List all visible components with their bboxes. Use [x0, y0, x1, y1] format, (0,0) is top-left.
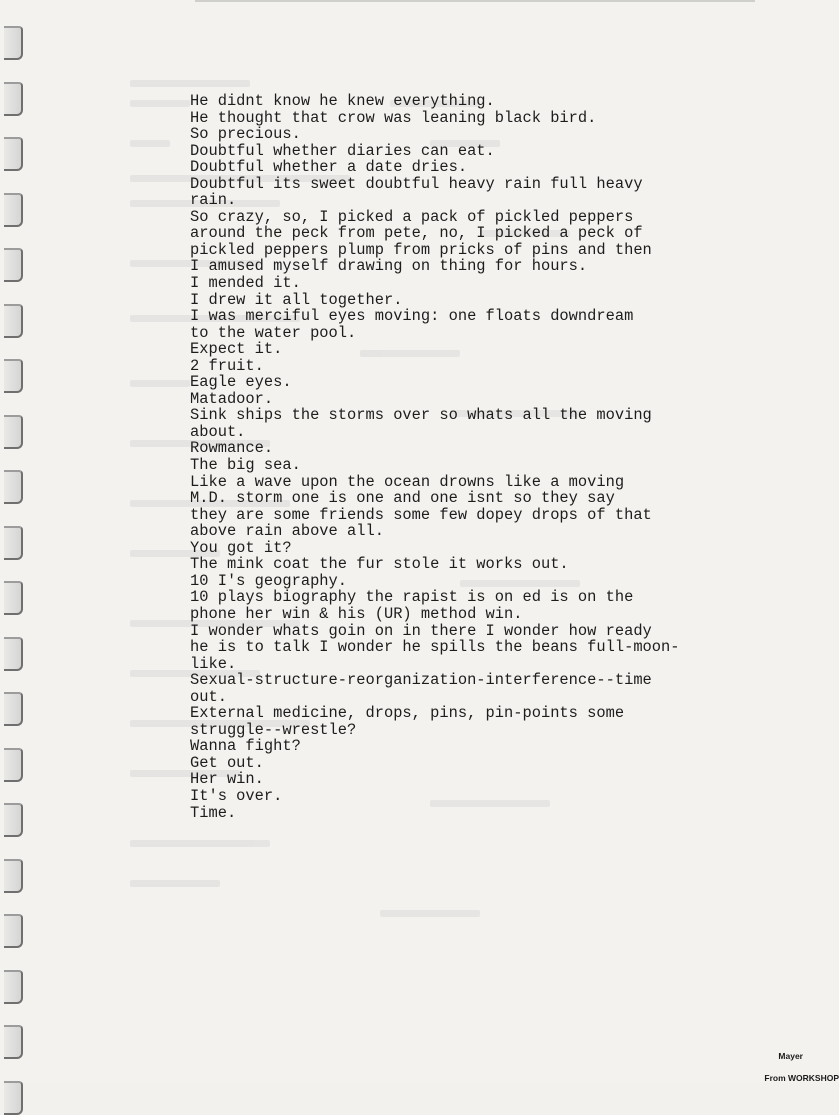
- poem-line: Eagle eyes.: [190, 373, 292, 392]
- poem-line: The big sea.: [190, 456, 301, 475]
- binding-ring: [4, 193, 23, 227]
- poem-line: Wanna fight?: [190, 737, 301, 756]
- poem-line: Her win.: [190, 770, 264, 789]
- poem-line: He thought that crow was leaning black bird.: [190, 108, 597, 127]
- binding-ring: [4, 637, 23, 671]
- poem-line: External medicine, drops, pins, pin-points some: [190, 704, 625, 723]
- poem-line: 10 plays biography the rapist is on ed is on the: [190, 588, 634, 607]
- binding-ring: [4, 914, 23, 948]
- author-name: Mayer: [778, 1051, 803, 1061]
- binding-ring: [4, 692, 23, 726]
- poem-line: Doubtful whether a date dries.: [190, 158, 468, 177]
- poem-line: You got it?: [190, 538, 292, 557]
- poem-line: 2 fruit.: [190, 356, 264, 375]
- binding-ring: [4, 581, 23, 615]
- poem-line: Matadoor.: [190, 389, 274, 408]
- binding-ring: [4, 970, 23, 1004]
- poem-line: about.: [190, 422, 246, 441]
- binding-ring: [4, 248, 23, 282]
- show-through-mark: [130, 840, 270, 847]
- binding-ring: [4, 137, 23, 171]
- poem-line: Expect it.: [190, 340, 283, 359]
- poem-line: he is to talk I wonder he spills the beans full-moon-: [190, 638, 680, 657]
- poem-line: I drew it all together.: [190, 290, 403, 309]
- binding-ring: [4, 304, 23, 338]
- poem-line: The mink coat the fur stole it works out.: [190, 555, 569, 574]
- spiral-binding: [0, 0, 40, 1083]
- poem-line: above rain above all.: [190, 522, 384, 541]
- poem-line: I wonder whats goin on in there I wonder how ready: [190, 621, 652, 640]
- poem-line: So precious.: [190, 125, 301, 144]
- poem-line: I was merciful eyes moving: one floats downdream: [190, 307, 634, 326]
- poem-line: Like a wave upon the ocean drowns like a moving: [190, 472, 625, 491]
- poem-line: It's over.: [190, 786, 283, 805]
- binding-ring: [4, 359, 23, 393]
- binding-ring: [4, 859, 23, 893]
- poem-line: pickled peppers plump from pricks of pins and then: [190, 240, 652, 259]
- binding-ring: [4, 470, 23, 504]
- poem-line: rain.: [190, 191, 237, 210]
- show-through-mark: [130, 100, 190, 107]
- poem-line: out.: [190, 687, 227, 706]
- poem-line: M.D. storm one is one and one isnt so they say: [190, 489, 615, 508]
- poem-line: phone her win & his (UR) method win.: [190, 604, 523, 623]
- attribution: [719, 1045, 839, 1089]
- binding-ring: [4, 803, 23, 837]
- binding-ring: [4, 526, 23, 560]
- poem-line: to the water pool.: [190, 323, 357, 342]
- source-label: From WORKSHOP: [764, 1073, 839, 1083]
- binding-ring: [4, 1025, 23, 1059]
- poem-line: Time.: [190, 803, 237, 822]
- show-through-mark: [130, 380, 190, 387]
- binding-ring: [4, 26, 23, 60]
- poem-line: He didnt know he knew everything.: [190, 92, 495, 110]
- poem-line: Sexual-structure-reorganization-interference--time: [190, 671, 652, 690]
- poem-line: Doubtful whether diaries can eat.: [190, 141, 495, 160]
- poem-line: I amused myself drawing on thing for hours.: [190, 257, 588, 276]
- show-through-mark: [130, 80, 250, 87]
- show-through-mark: [380, 910, 480, 917]
- show-through-mark: [130, 140, 170, 147]
- top-edge-rule: [195, 0, 755, 2]
- poem-text: [190, 93, 710, 821]
- poem-line: struggle--wrestle?: [190, 720, 357, 739]
- poem-line: I mended it.: [190, 274, 301, 293]
- binding-ring: [4, 748, 23, 782]
- poem-line: 10 I's geography.: [190, 571, 348, 590]
- poem-line: So crazy, so, I picked a pack of pickled peppers: [190, 207, 634, 226]
- poem-line: Rowmance.: [190, 439, 274, 458]
- binding-ring: [4, 1081, 23, 1115]
- poem-line: Doubtful its sweet doubtful heavy rain full heavy: [190, 174, 643, 193]
- poem-line: like.: [190, 654, 237, 673]
- poem-line: Get out.: [190, 753, 264, 772]
- show-through-mark: [130, 880, 220, 887]
- poem-line: around the peck from pete, no, I picked a peck of: [190, 224, 643, 243]
- poem-line: they are some friends some few dopey drops of that: [190, 505, 652, 524]
- binding-ring: [4, 415, 23, 449]
- binding-ring: [4, 82, 23, 116]
- poem-line: Sink ships the storms over so whats all the moving: [190, 406, 652, 425]
